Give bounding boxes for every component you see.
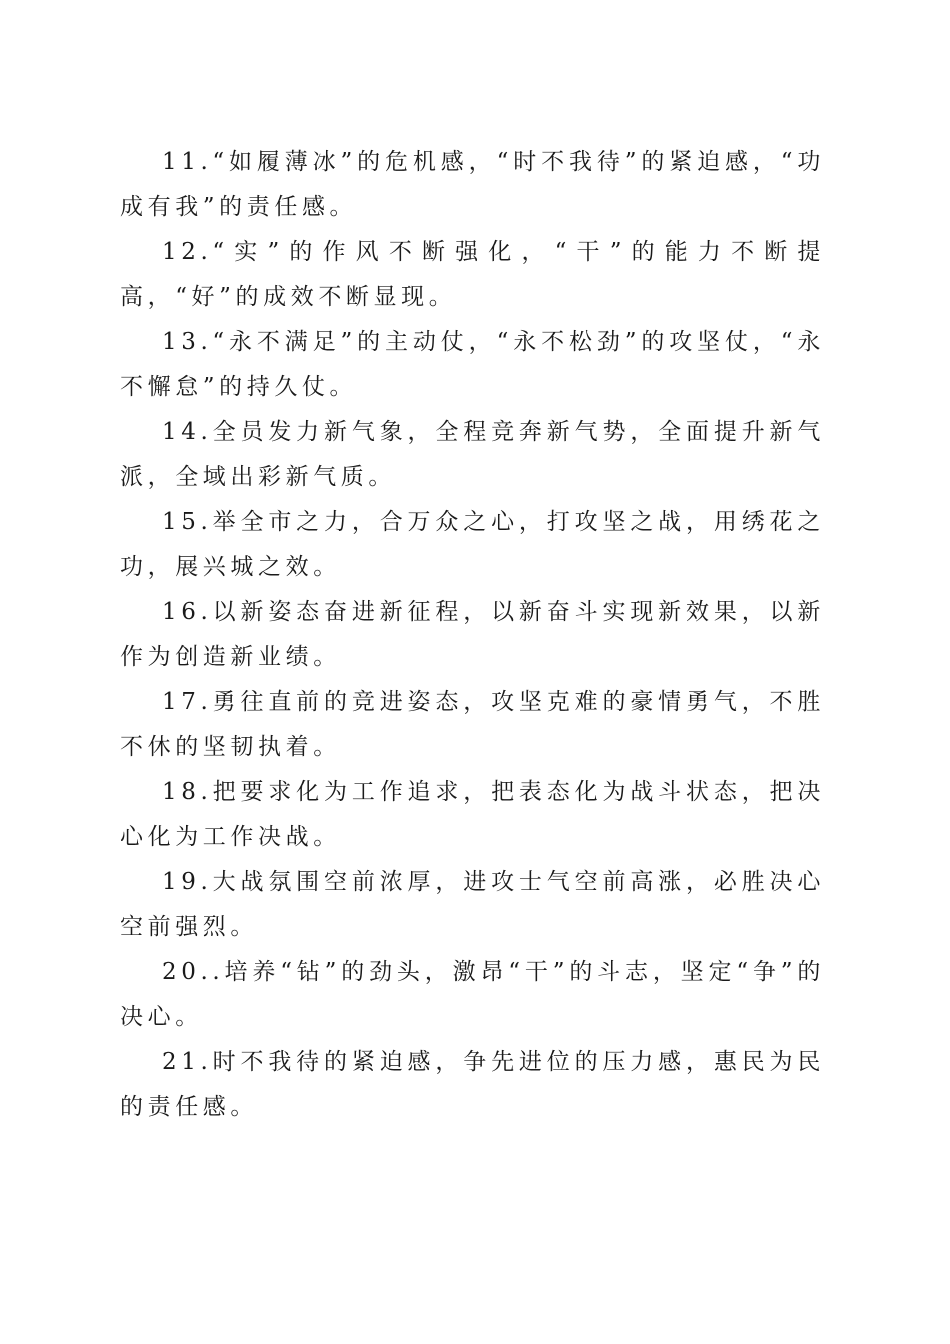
list-item: 17.勇往直前的竞进姿态，攻坚克难的豪情勇气，不胜不休的坚韧执着。: [120, 689, 825, 760]
list-item: 21.时不我待的紧迫感，争先进位的压力感，惠民为民的责任感。: [120, 1049, 825, 1120]
list-item: 18.把要求化为工作追求，把表态化为战斗状态，把决心化为工作决战。: [120, 779, 825, 850]
list-item: 14.全员发力新气象，全程竞奔新气势，全面提升新气派，全域出彩新气质。: [120, 419, 825, 490]
document-body: [120, 140, 825, 1130]
list-item: 20..培养“钻”的劲头，激昂“干”的斗志，坚定“争”的决心。: [120, 959, 825, 1030]
list-item: 16.以新姿态奋进新征程，以新奋斗实现新效果，以新作为创造新业绩。: [120, 599, 825, 670]
list-item: 15.举全市之力，合万众之心，打攻坚之战，用绣花之功，展兴城之效。: [120, 509, 825, 580]
list-item: 12.“实”的作风不断强化，“干”的能力不断提高，“好”的成效不断显现。: [120, 239, 825, 310]
list-item: 19.大战氛围空前浓厚，进攻士气空前高涨，必胜决心空前强烈。: [120, 869, 825, 940]
list-item: 13.“永不满足”的主动仗，“永不松劲”的攻坚仗，“永不懈怠”的持久仗。: [120, 329, 825, 400]
list-item: 11.“如履薄冰”的危机感，“时不我待”的紧迫感，“功成有我”的责任感。: [120, 149, 825, 220]
